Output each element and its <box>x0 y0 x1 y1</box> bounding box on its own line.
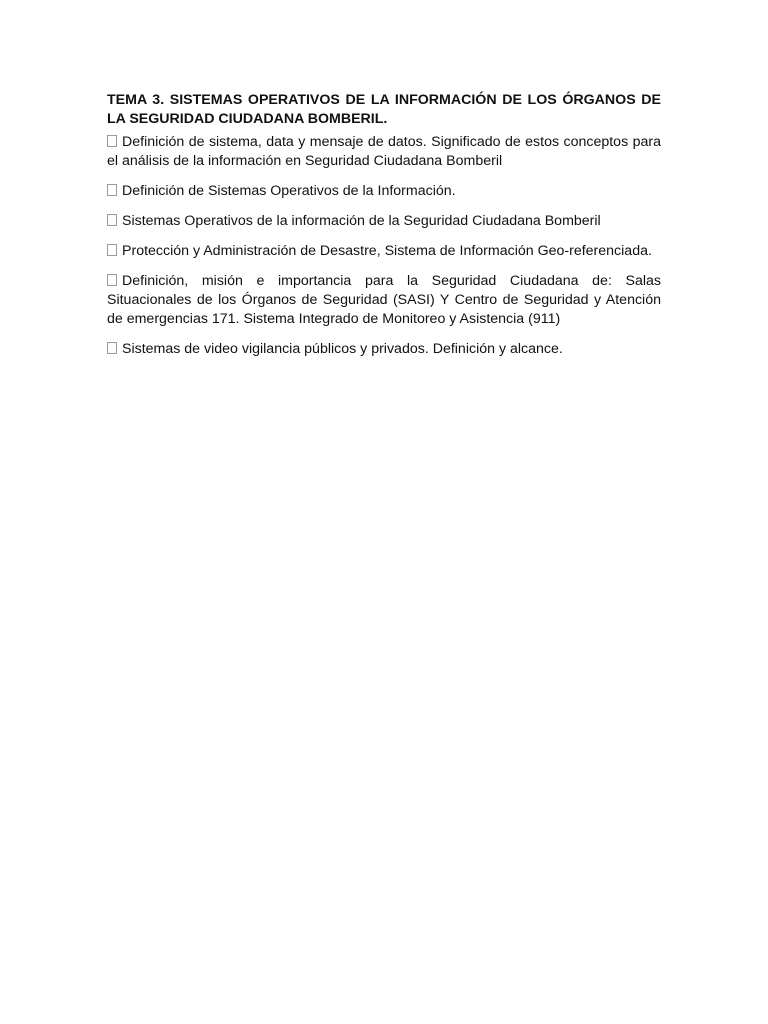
list-item-text: Definición de Sistemas Operativos de la Información. <box>122 183 456 199</box>
list-item-text: Definición de sistema, data y mensaje de datos. Significado de estos conceptos para el análisis de la información en Seguridad Ciudadana Bomberil <box>107 134 661 169</box>
list-item-text: Protección y Administración de Desastre, Sistema de Información Geo-referenciada. <box>122 243 652 259</box>
list-item <box>107 242 661 261</box>
list-item <box>107 340 661 359</box>
missing-glyph-box-icon <box>107 184 117 196</box>
list-item <box>107 182 661 201</box>
document-title: TEMA 3. SISTEMAS OPERATIVOS DE LA INFORMACIÓN DE LOS ÓRGANOS DE LA SEGURIDAD CIUDADANA BOMBERIL. <box>107 92 661 127</box>
list-item-text: Definición, misión e importancia para la Seguridad Ciudadana de: Salas Situacionales de los Órganos de Seguridad (SASI) Y Centro de Seguridad y Atención de emergencias 171. Sistema Integrado de Monitoreo y Asistencia (911) <box>107 273 661 327</box>
missing-glyph-box-icon <box>107 214 117 226</box>
missing-glyph-box-icon <box>107 274 117 286</box>
list-item <box>107 212 661 231</box>
list-item <box>107 133 661 171</box>
missing-glyph-box-icon <box>107 342 117 354</box>
missing-glyph-box-icon <box>107 135 117 147</box>
list-item-text: Sistemas Operativos de la información de la Seguridad Ciudadana Bomberil <box>122 213 601 229</box>
missing-glyph-box-icon <box>107 244 117 256</box>
list-item <box>107 272 661 329</box>
document-page <box>107 91 661 370</box>
list-item-text: Sistemas de video vigilancia públicos y privados. Definición y alcance. <box>122 341 563 357</box>
